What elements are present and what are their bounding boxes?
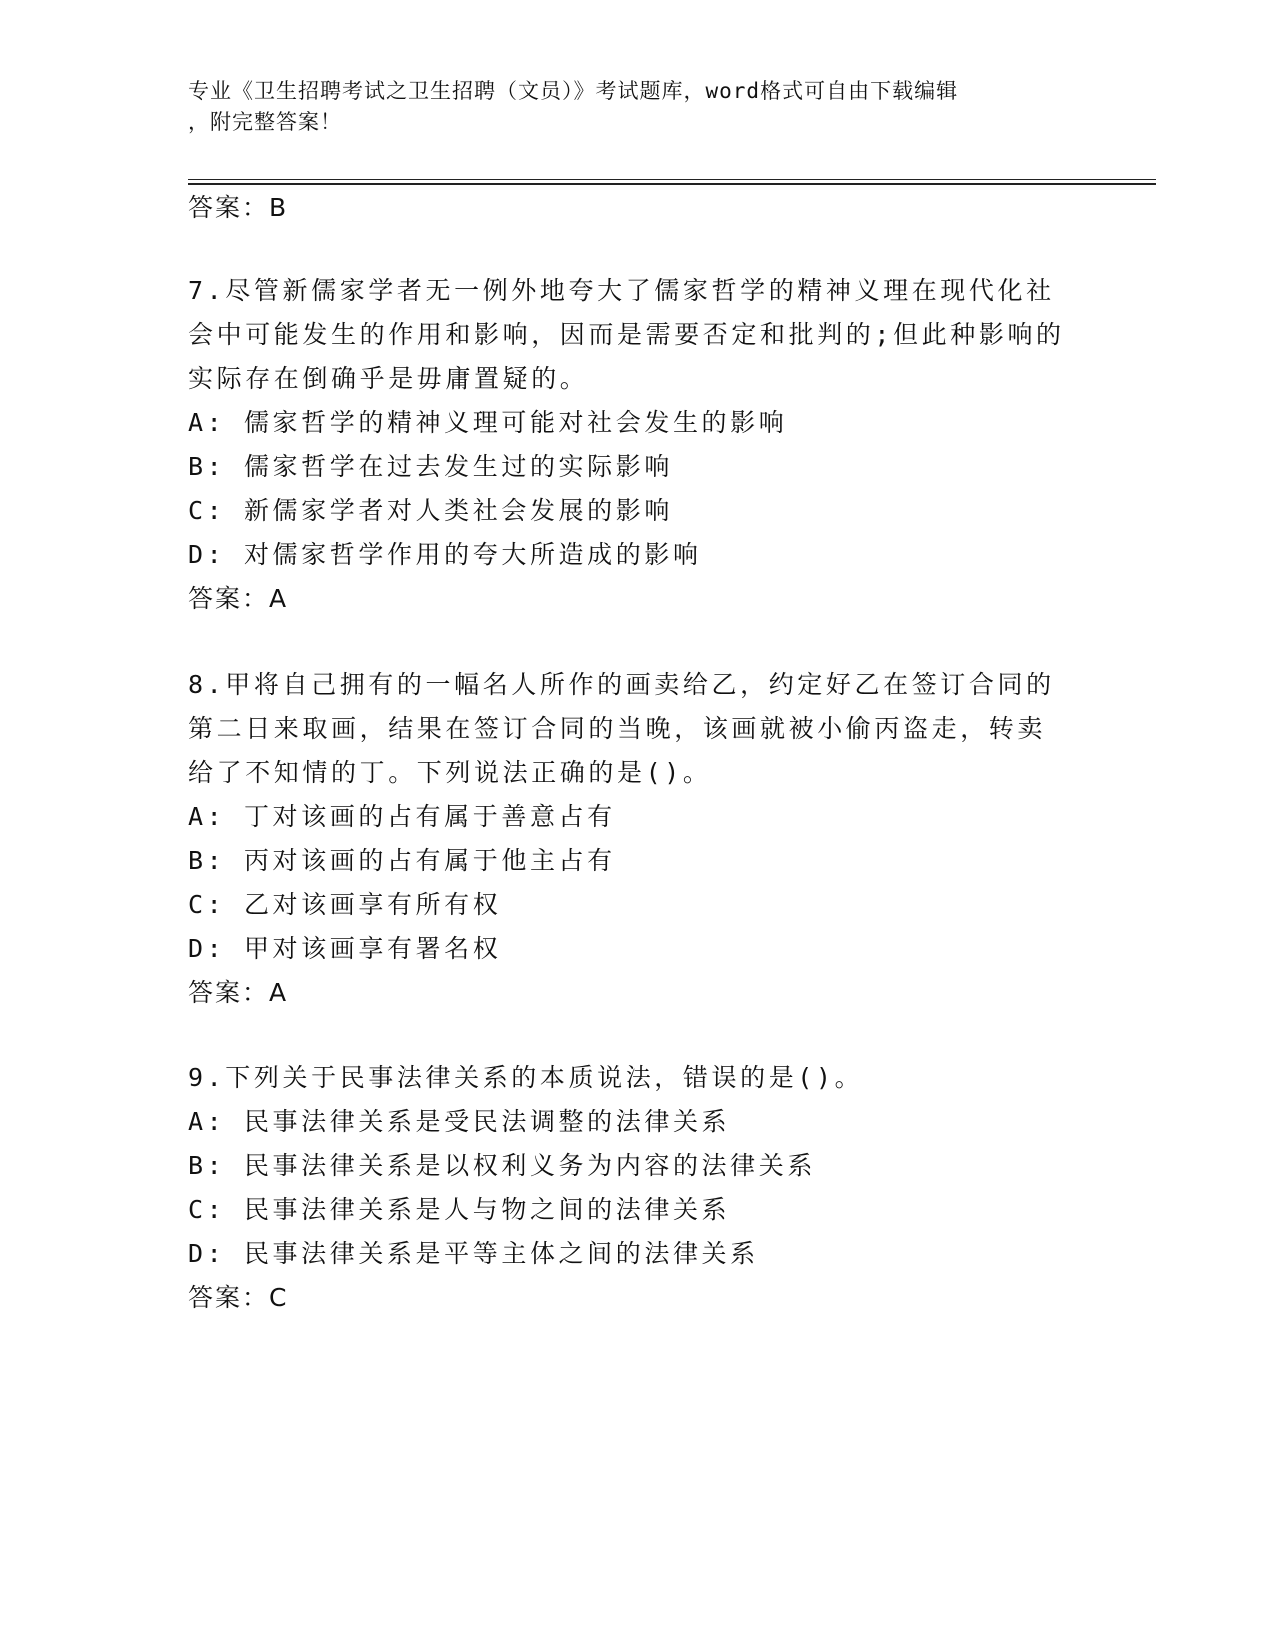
question-9-option-a: A: 民事法律关系是受民法调整的法律关系 [188, 1107, 731, 1136]
question-7-option-c: C: 新儒家学者对人类社会发展的影响 [188, 496, 673, 525]
previous-answer: 答案：B [188, 193, 289, 222]
question-7-stem-line-3: 实际存在倒确乎是毋庸置疑的。 [188, 364, 589, 393]
question-8-option-d: D: 甲对该画享有署名权 [188, 934, 502, 963]
question-9-option-c: C: 民事法律关系是人与物之间的法律关系 [188, 1195, 731, 1224]
question-7-stem-line-2: 会中可能发生的作用和影响，因而是需要否定和批判的;但此种影响的 [188, 320, 1065, 349]
question-8-stem-line-2: 第二日来取画，结果在签订合同的当晚，该画就被小偷丙盗走，转卖 [188, 714, 1047, 743]
question-8-stem-line-1: 8.甲将自己拥有的一幅名人所作的画卖给乙，约定好乙在签订合同的 [188, 670, 1055, 699]
document-header [188, 76, 1088, 138]
question-8-answer: 答案：A [188, 978, 289, 1007]
question-9-answer: 答案：C [188, 1283, 289, 1312]
question-9-option-b: B: 民事法律关系是以权利义务为内容的法律关系 [188, 1151, 816, 1180]
header-divider-thick [188, 183, 1156, 185]
question-8-option-a: A: 丁对该画的占有属于善意占有 [188, 802, 616, 831]
question-7-option-b: B: 儒家哲学在过去发生过的实际影响 [188, 452, 673, 481]
question-7-option-d: D: 对儒家哲学作用的夸大所造成的影响 [188, 540, 702, 569]
header-line-2: ，附完整答案！ [188, 110, 342, 134]
header-line-1: 专业《卫生招聘考试之卫生招聘（文员）》考试题库，word格式可自由下载编辑 [188, 79, 959, 103]
header-divider-thin [188, 179, 1156, 180]
question-9-option-d: D: 民事法律关系是平等主体之间的法律关系 [188, 1239, 759, 1268]
question-7-stem-line-1: 7.尽管新儒家学者无一例外地夸大了儒家哲学的精神义理在现代化社 [188, 276, 1055, 305]
question-8-option-c: C: 乙对该画享有所有权 [188, 890, 502, 919]
question-8-option-b: B: 丙对该画的占有属于他主占有 [188, 846, 616, 875]
question-7-option-a: A: 儒家哲学的精神义理可能对社会发生的影响 [188, 408, 788, 437]
question-7-answer: 答案：A [188, 584, 289, 613]
question-8-stem-line-3: 给了不知情的丁。下列说法正确的是()。 [188, 758, 712, 787]
question-9-stem-line-1: 9.下列关于民事法律关系的本质说法，错误的是()。 [188, 1063, 864, 1092]
